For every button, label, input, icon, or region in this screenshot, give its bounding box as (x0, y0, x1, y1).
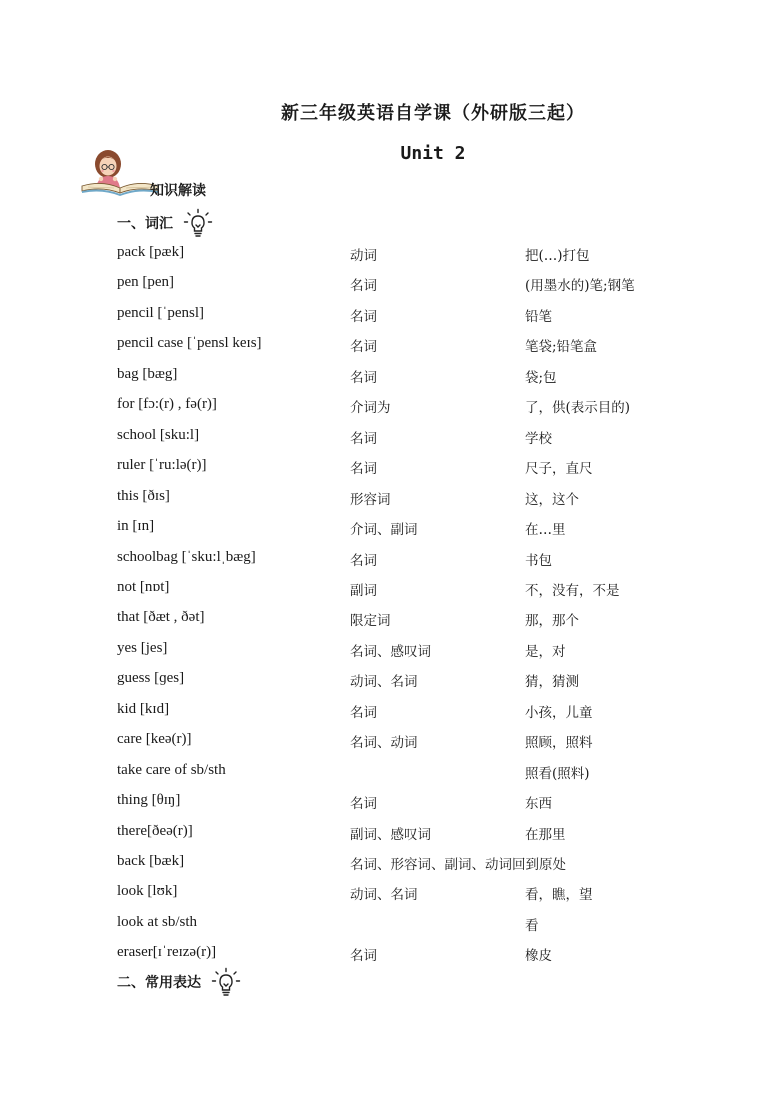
part-of-speech: 副词、感叹词 (350, 826, 431, 843)
chinese-meaning: 学校 (525, 430, 552, 447)
chinese-meaning: 看 (525, 917, 539, 934)
vocabulary-row (0, 512, 780, 542)
chinese-meaning: 照顾，照料 (525, 735, 593, 752)
part-of-speech: 名词 (350, 339, 377, 356)
chinese-meaning: 东西 (525, 796, 552, 813)
document-title: 新三年级英语自学课（外研版三起） (281, 103, 585, 124)
vocabulary-row (0, 603, 780, 633)
vocabulary-row (0, 238, 780, 268)
vocabulary-word: pen [pen] (117, 274, 175, 291)
vocabulary-row (0, 360, 780, 390)
lightbulb-icon (183, 208, 213, 238)
vocabulary-row (0, 664, 780, 694)
vocabulary-row (0, 786, 780, 816)
chinese-meaning: 橡皮 (525, 948, 552, 965)
vocabulary-row (0, 543, 780, 573)
vocabulary-word: look at sb/sth (117, 913, 198, 930)
vocabulary-word: not [nɒt] (117, 578, 170, 595)
part-of-speech: 动词、名词 (350, 674, 418, 691)
vocabulary-row (0, 756, 780, 786)
chinese-meaning: 猜，猜测 (525, 674, 579, 691)
vocabulary-word: thing [θɪŋ] (117, 792, 181, 809)
vocabulary-word: school [sku:l] (117, 426, 200, 443)
vocabulary-word: care [keə(r)] (117, 731, 192, 748)
vocabulary-row (0, 329, 780, 359)
chinese-meaning: 照看(照料) (525, 765, 590, 782)
chinese-meaning: 袋;包 (525, 369, 557, 386)
chinese-meaning: 是，对 (525, 643, 566, 660)
section-expressions-heading (117, 967, 241, 997)
part-of-speech: 副词 (350, 582, 377, 599)
part-of-speech: 限定词 (350, 613, 391, 630)
lightbulb-icon (211, 967, 241, 997)
part-of-speech: 名词 (350, 308, 377, 325)
part-of-speech: 动词、名词 (350, 887, 418, 904)
chinese-meaning: 尺子，直尺 (525, 461, 593, 478)
part-of-speech: 名词 (350, 704, 377, 721)
part-of-speech: 名词 (350, 278, 377, 295)
vocabulary-row (0, 908, 780, 938)
vocabulary-row (0, 421, 780, 451)
vocabulary-word: eraser[ɪˈreɪzə(r)] (117, 944, 217, 961)
chinese-meaning: 了，供(表示目的) (525, 400, 631, 417)
part-of-speech: 形容词 (350, 491, 391, 508)
part-of-speech: 动词 (350, 248, 377, 264)
vocabulary-row (0, 938, 780, 968)
vocabulary-row (0, 268, 780, 298)
vocabulary-word: yes [jes] (117, 639, 168, 656)
part-of-speech: 介词、副词 (350, 522, 418, 539)
chinese-meaning: 小孩，儿童 (525, 704, 593, 721)
vocabulary-word: schoolbag [ˈsku:lˌbæg] (117, 548, 256, 565)
chinese-meaning: 把(…)打包 (525, 248, 590, 264)
part-of-speech: 名词、形容词、副词、动词回到原处 (350, 857, 566, 873)
vocabulary-word: for [fɔ:(r) , fə(r)] (117, 396, 217, 413)
chinese-meaning: 不，没有，不是 (525, 582, 620, 599)
chinese-meaning: 看，瞧，望 (525, 887, 593, 904)
part-of-speech: 名词、感叹词 (350, 643, 431, 660)
banner-label: 知识解读 (150, 183, 206, 199)
unit-heading: Unit 2 (400, 143, 466, 164)
chinese-meaning: 那，那个 (525, 613, 579, 630)
vocabulary-row (0, 725, 780, 755)
section-vocabulary-heading (117, 208, 213, 238)
vocabulary-word: pack [pæk] (117, 244, 185, 260)
vocabulary-row (0, 847, 780, 877)
vocabulary-row (0, 695, 780, 725)
chinese-meaning: 书包 (525, 552, 552, 569)
vocabulary-word: this [ðɪs] (117, 487, 170, 504)
chinese-meaning: 在那里 (525, 826, 566, 843)
vocabulary-word: take care of sb/sth (117, 761, 226, 778)
part-of-speech: 介词为 (350, 400, 391, 417)
vocabulary-word: pencil case [ˈpensl keɪs] (117, 335, 262, 352)
section-vocabulary-label: 一、词汇 (117, 216, 173, 232)
part-of-speech: 名词 (350, 461, 377, 478)
vocabulary-word: kid [kɪd] (117, 700, 170, 717)
vocabulary-word: in [ɪn] (117, 518, 155, 535)
part-of-speech: 名词 (350, 552, 377, 569)
vocabulary-word: back [bæk] (117, 853, 185, 869)
vocabulary-row (0, 482, 780, 512)
section-expressions-label: 二、常用表达 (117, 975, 201, 991)
vocabulary-row (0, 634, 780, 664)
vocabulary-row (0, 390, 780, 420)
vocabulary-row (0, 451, 780, 481)
vocabulary-word: there[ðeə(r)] (117, 822, 193, 839)
chinese-meaning: 笔袋;铅笔盒 (525, 339, 598, 356)
vocabulary-word: pencil [ˈpensl] (117, 304, 205, 321)
part-of-speech: 名词 (350, 796, 377, 813)
part-of-speech: 名词 (350, 948, 377, 965)
chinese-meaning: 在…里 (525, 522, 566, 539)
vocabulary-word: look [lʊk] (117, 883, 178, 900)
vocabulary-word: ruler [ˈru:lə(r)] (117, 457, 207, 474)
part-of-speech: 名词 (350, 430, 377, 447)
vocabulary-row (0, 817, 780, 847)
vocabulary-word: that [ðæt , ðət] (117, 609, 205, 626)
vocabulary-row (0, 877, 780, 907)
chinese-meaning: (用墨水的)笔;钢笔 (525, 278, 635, 295)
vocabulary-word: bag [bæg] (117, 365, 178, 382)
girl-reading-book-icon (80, 146, 160, 196)
vocabulary-word: guess [ɡes] (117, 670, 185, 687)
vocabulary-row (0, 299, 780, 329)
chinese-meaning: 铅笔 (525, 308, 552, 325)
part-of-speech: 名词、动词 (350, 735, 418, 752)
part-of-speech: 名词 (350, 369, 377, 386)
vocabulary-row (0, 573, 780, 603)
chinese-meaning: 这，这个 (525, 491, 579, 508)
